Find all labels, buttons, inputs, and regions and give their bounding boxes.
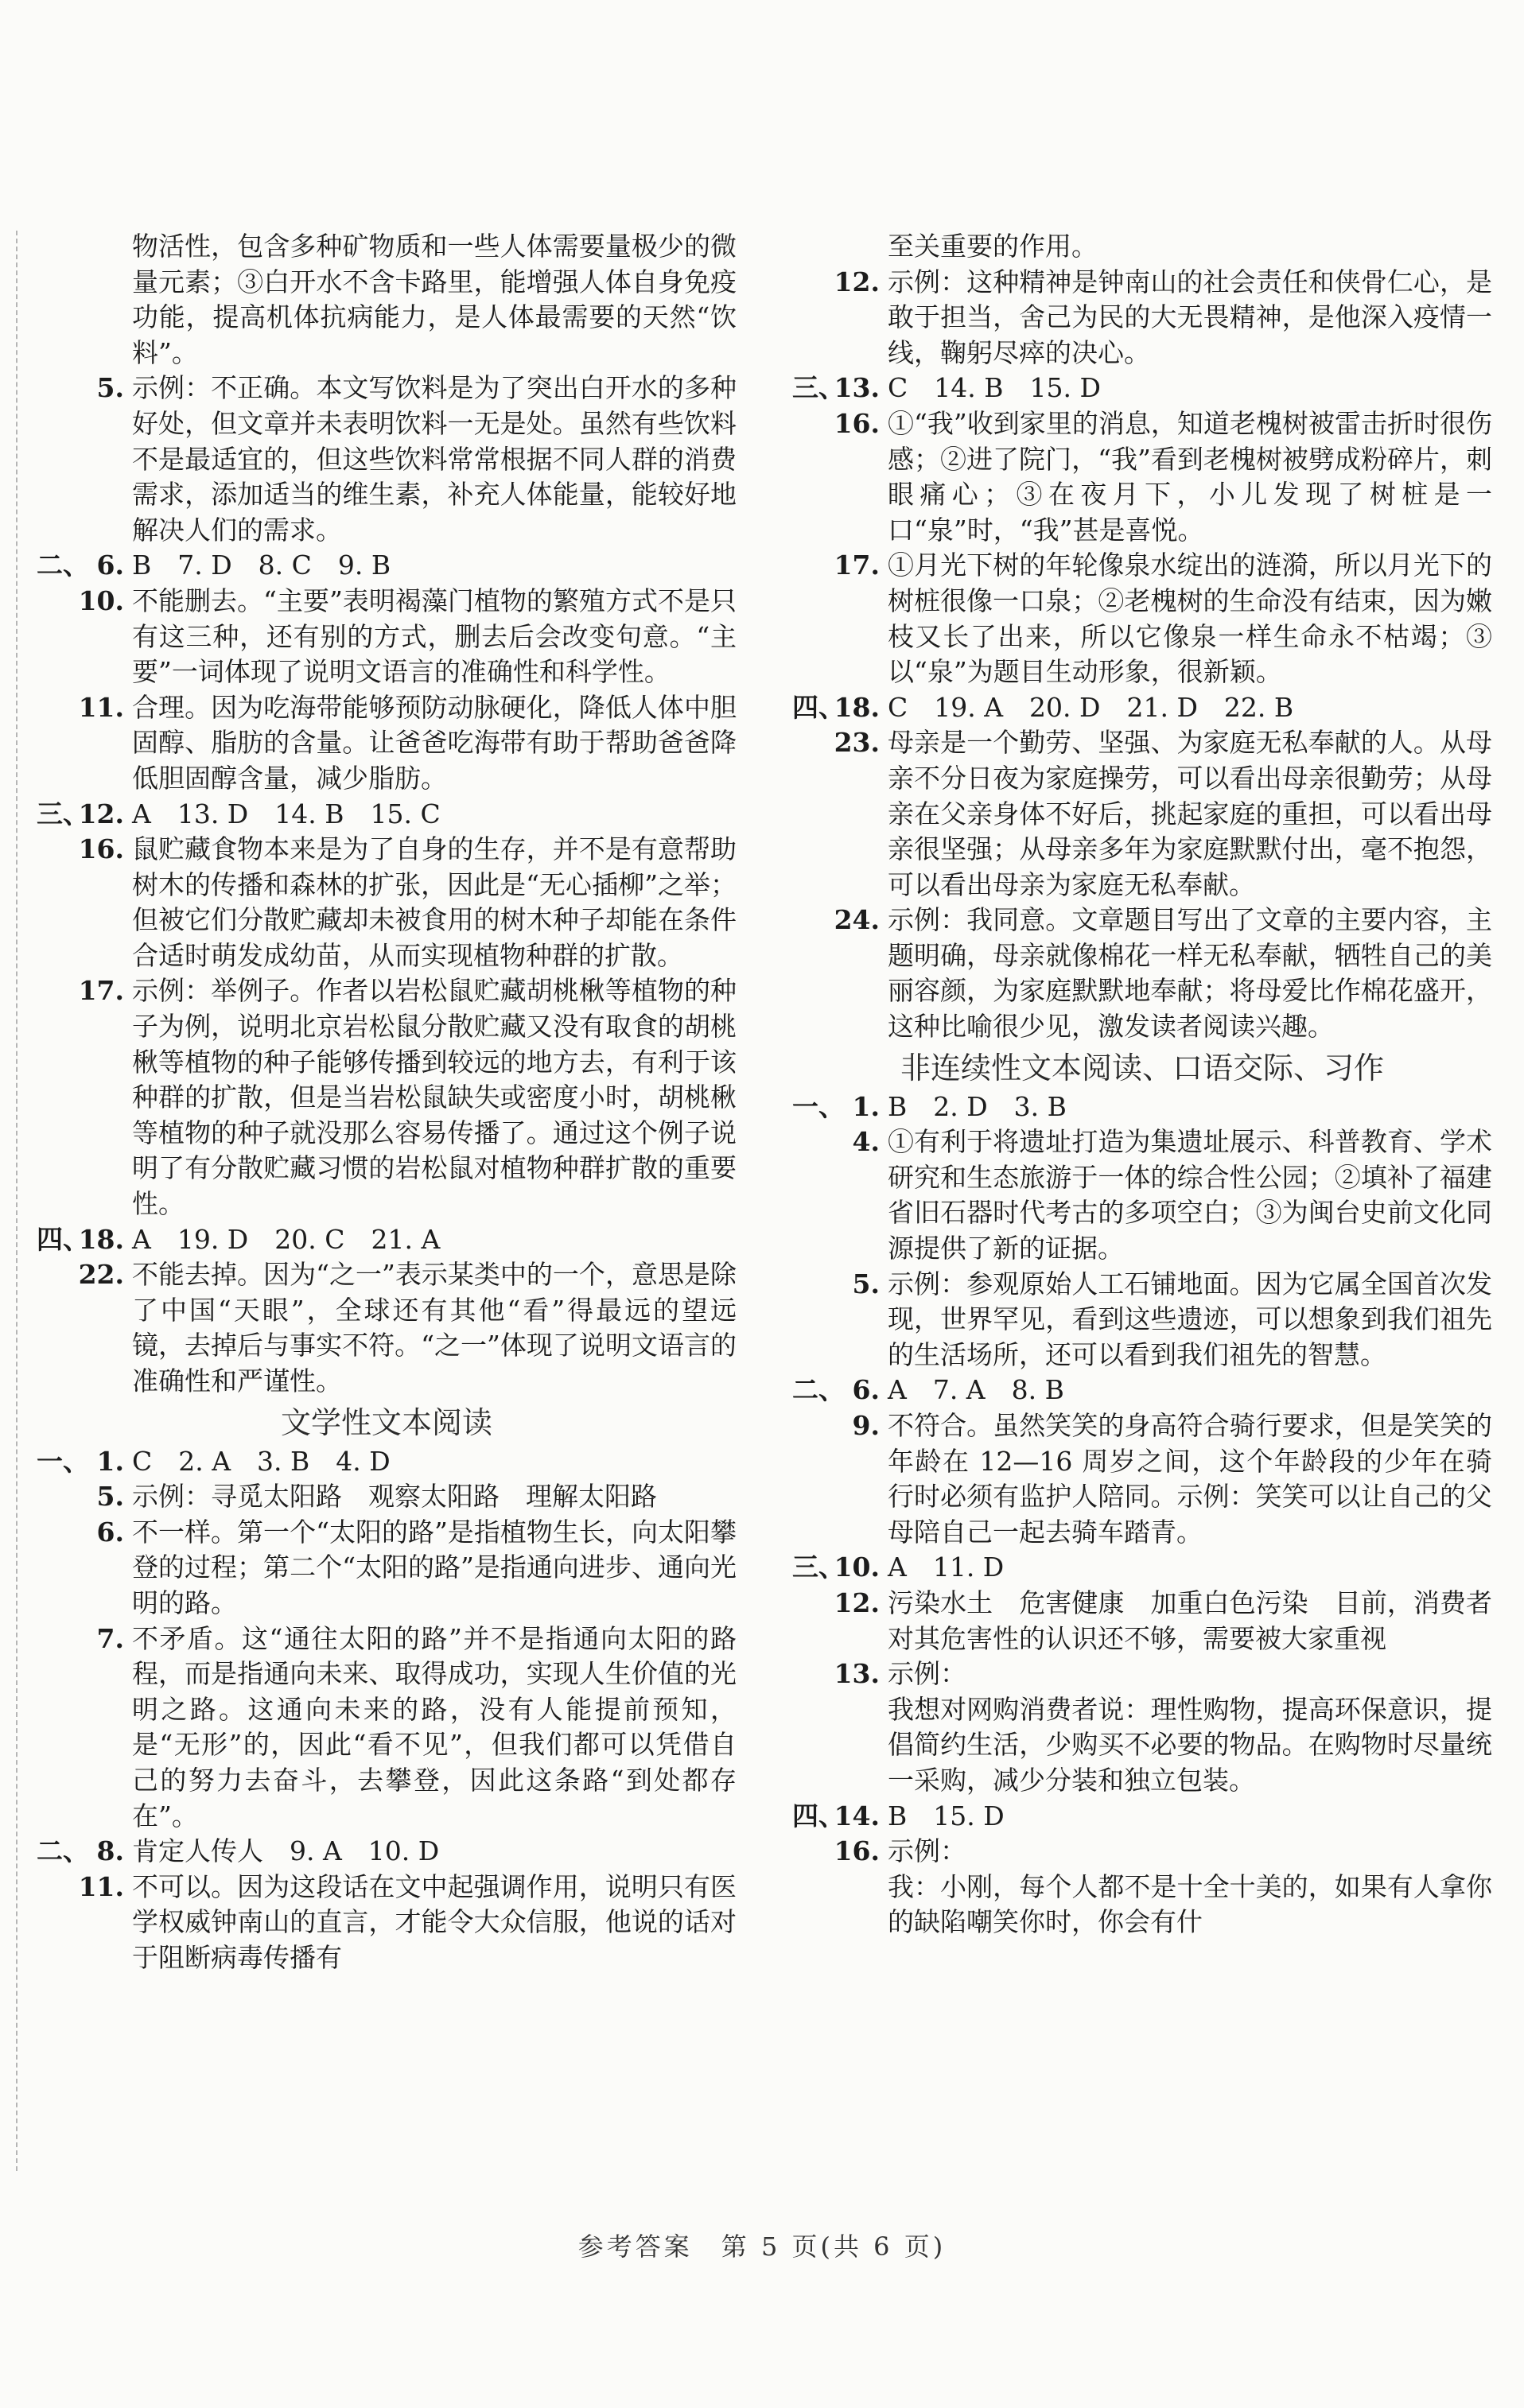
answer-24: 24. 示例：我同意。文章题目写出了文章的主要内容，主题明确，母亲就像棉花一样无私奉献，牺牲自己的美丽容颜，为家庭默默地奉献；将母爱比作棉花盛开，这种比喻很少见，激发读者阅读兴趣。 — [834, 904, 1492, 1043]
nonliterary-section-4: 四、 14. B 15. D — [792, 1800, 1005, 1831]
answer-continuation: 物活性，包含多种矿物质和一些人体需要量极少的微量元素；③白开水不含卡路里，能增强人体自身免疫功能，提高机体抗病能力，是人体最需要的天然“饮料”。 — [132, 231, 737, 368]
answer-16: 16. ①“我”收到家里的消息，知道老槐树被雷击折时很伤感；②进了院门，“我”看到老槐树被劈成粉碎片，刺眼痛心；③在夜月下，小儿发现了树桩是一口“泉”时，“我”甚是喜悦。 — [834, 407, 1492, 546]
section-4-choices: 四、 18. C 19. A 20. D 21. D 22. B — [792, 691, 1294, 723]
answer-12: 12. 示例：这种精神是钟南山的社会责任和侠骨仁心，是敢于担当，舍己为民的大无畏精神，是他深入疫情一线，鞠躬尽瘁的决心。 — [834, 266, 1492, 368]
answer-continuation: 至关重要的作用。 — [888, 231, 1098, 262]
literary-answer-6: 6. 不一样。第一个“太阳的路”是指植物生长，向太阳攀登的过程；第二个“太阳的路”是指通向进步、通向光明的路。 — [96, 1516, 737, 1618]
left-column — [37, 229, 737, 1976]
nonliterary-answer-16-body: 我：小刚，每个人都不是十全十美的，如果有人拿你的缺陷嘲笑你时，你会有什 — [888, 1870, 1492, 1938]
answer-22: 22. 不能去掉。因为“之一”表示某类中的一个，意思是除了中国“天眼”，全球还有其他“看”得最远的望远镜，去掉后与事实不符。“之一”体现了说明文语言的准确性和严谨性。 — [78, 1259, 737, 1396]
literary-answer-5: 5. 示例：寻觅太阳路 观察太阳路 理解太阳路 — [96, 1481, 657, 1513]
nonliterary-answer-13: 13. 示例： — [834, 1658, 966, 1690]
nonliterary-answer-16: 16. 示例： — [834, 1835, 966, 1867]
answer-17: 17. ①月光下树的年轮像泉水绽出的涟漪，所以月光下的树桩很像一口泉；②老槐树的生命没有结束，因为嫩枝又长了出来，所以它像泉一样生命永不枯竭；③以“泉”为题目生动形象，很新颖。 — [834, 550, 1492, 688]
answer-10: 10. 不能删去。“主要”表明褐藻门植物的繁殖方式不是只有这三种，还有别的方式，删去后会改变句意。“主要”一词体现了说明文语言的准确性和科学性。 — [78, 585, 737, 688]
nonliterary-answer-9: 9. 不符合。虽然笑笑的身高符合骑行要求，但是笑笑的年龄在 12—16 周岁之间，这个年龄段的少年在骑行时必须有监护人陪同。示例：笑笑可以让自己的父母陪自己一起去骑车踏青。 — [852, 1410, 1492, 1548]
section-4-choices: 四、 18. A 19. D 20. C 21. A — [37, 1223, 441, 1255]
section-3-choices: 三、 13. C 14. B 15. D — [792, 372, 1101, 404]
section-3-choices: 三、 12. A 13. D 14. B 15. C — [37, 798, 441, 829]
left-margin-dashed-line — [16, 231, 17, 2171]
section-heading-nonliterary: 非连续性文本阅读、口语交际、习作 — [900, 1050, 1384, 1086]
nonliterary-section-2: 二、 6. A 7. A 8. B — [792, 1374, 1064, 1406]
nonliterary-answer-13-body: 我想对网购消费者说：理性购物，提高环保意识，提倡简约生活，少购买不必要的物品。在购物时尽量统一采购，减少分装和独立包装。 — [888, 1693, 1492, 1796]
answer-16: 16. 鼠贮藏食物本来是为了自身的生存，并不是有意帮助树木的传播和森林的扩张，因此是“无心插柳”之举；但被它们分散贮藏却未被食用的树木种子却能在条件合适时萌发成幼苗，从而实现植物种群的扩散。 — [78, 833, 737, 971]
nonliterary-answer-4: 4. ①有利于将遗址打造为集遗址展示、科普教育、学术研究和生态旅游于一体的综合性公园；②填补了福建省旧石器时代考古的多项空白；③为闽台史前文化同源提供了新的证据。 — [852, 1126, 1492, 1264]
nonliterary-answer-12: 12. 污染水土 危害健康 加重白色污染 目前，消费者对其危害性的认识还不够，需要被大家重视 — [834, 1587, 1492, 1654]
nonliterary-section-3: 三、 10. A 11. D — [792, 1552, 1005, 1583]
page-footer: 参考答案 第 5 页(共 6 页) — [577, 2231, 947, 2262]
answer-11: 11. 合理。因为吃海带能够预防动脉硬化，降低人体中胆固醇、脂肪的含量。让爸爸吃海带有助于帮助爸爸降低胆固醇含量，减少脂肪。 — [78, 691, 737, 794]
answer-5: 5. 示例：不正确。本文写饮料是为了突出白开水的多种好处，但文章并未表明饮料一无是处。虽然有些饮料不是最适宜的，但这些饮料常常根据不同人群的消费需求，添加适当的维生素，补充人体能量，能较好地解决人们的需求。 — [96, 372, 737, 546]
literary-answer-11: 11. 不可以。因为这段话在文中起强调作用，说明只有医学权威钟南山的直言，才能令大众信服，他说的话对于阻断病毒传播有 — [78, 1870, 737, 1973]
literary-1-choices: 一、 1. C 2. A 3. B 4. D — [37, 1445, 391, 1477]
literary-section-2: 二、 8. 肯定人传人 9. A 10. D — [37, 1835, 440, 1867]
nonliterary-1-choices: 一、 1. B 2. D 3. B — [792, 1090, 1067, 1122]
section-2-choices: 二、 6. B 7. D 8. C 9. B — [37, 550, 391, 581]
section-heading-literary: 文学性文本阅读 — [280, 1404, 492, 1440]
right-column — [792, 229, 1492, 1940]
answer-23: 23. 母亲是一个勤劳、坚强、为家庭无私奉献的人。从母亲不分日夜为家庭操劳，可以看出母亲很勤劳；从母亲在父亲身体不好后，挑起家庭的重担，可以看出母亲很坚强；从母亲多年为家庭默默付出，毫不抱怨，可以看出母亲为家庭无私奉献。 — [834, 727, 1492, 900]
literary-answer-7: 7. 不矛盾。这“通往太阳的路”并不是指通向太阳的路程，而是指通向未来、取得成功，实现人生价值的光明之路。这通向未来的路，没有人能提前预知，是“无形”的，因此“看不见”，但我们都可以凭借自己的努力去奋斗，去攀登，因此这条路“到处都存在”。 — [96, 1622, 737, 1831]
answer-17: 17. 示例：举例子。作者以岩松鼠贮藏胡桃楸等植物的种子为例，说明北京岩松鼠分散贮藏又没有取食的胡桃楸等植物的种子能够传播到较远的地方去，有利于该种群的扩散，但是当岩松鼠缺失或密度小时，胡桃楸等植物的种子就没那么容易传播了。通过这个例子说明了有分散贮藏习惯的岩松鼠对植物种群扩散的重要性。 — [78, 975, 737, 1220]
nonliterary-answer-5: 5. 示例：参观原始人工石铺地面。因为它属全国首次发现，世界罕见，看到这些遗迹，可以想象到我们祖先的生活场所，还可以看到我们祖先的智慧。 — [852, 1268, 1492, 1370]
